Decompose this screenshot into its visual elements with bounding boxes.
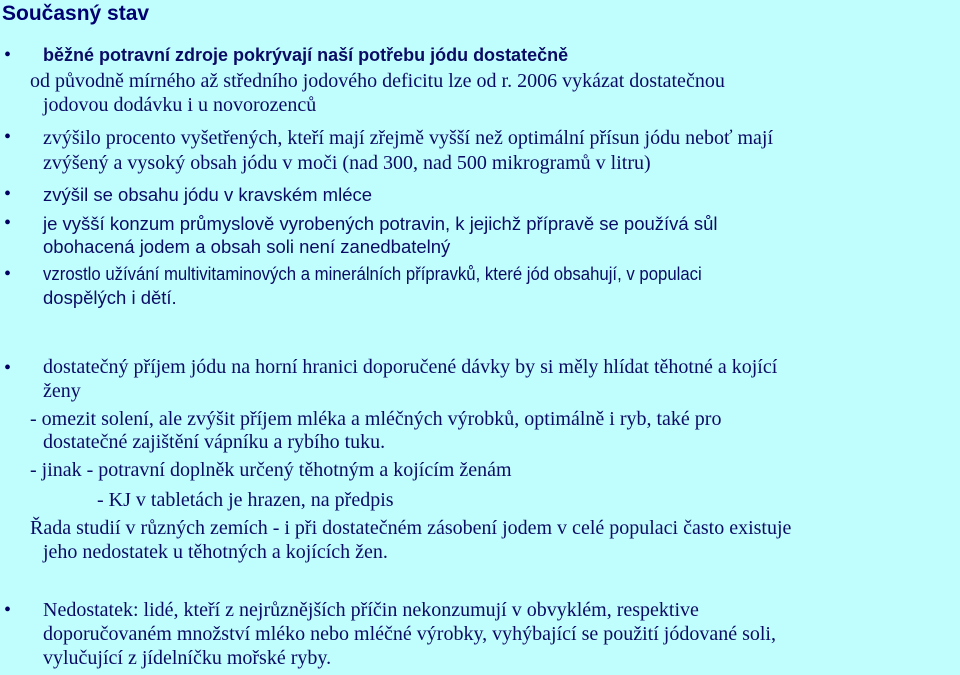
text-line: - jinak - potravní doplněk určený těhotným a kojícím ženám bbox=[30, 459, 512, 481]
bullet-marker: • bbox=[4, 212, 12, 234]
bullet-marker: • bbox=[4, 126, 12, 148]
text-line: - omezit solení, ale zvýšit příjem mléka a mléčných výrobků, optimálně i ryb, také pro bbox=[30, 408, 722, 430]
bullet-marker: • bbox=[4, 183, 12, 205]
text-line: Řada studií v různých zemích - i při dostatečném zásobení jodem v celé populaci často existuje bbox=[30, 517, 792, 539]
text-line: zvýšený a vysoký obsah jódu v moči (nad 300, nad 500 mikrogramů v litru) bbox=[43, 152, 651, 174]
text-line: od původně mírného až středního jodového deficitu lze od r. 2006 vykázat dostatečnou bbox=[30, 70, 725, 92]
text-line: jodovou dodávku i u novorozenců bbox=[43, 94, 317, 116]
text-line: ženy bbox=[43, 380, 81, 402]
text-line: doporučovaném množství mléko nebo mléčné výrobky, vyhýbající se použití jódované soli, bbox=[43, 623, 776, 645]
bullet-marker: • bbox=[4, 44, 12, 66]
text-line: jeho nedostatek u těhotných a kojících žen. bbox=[43, 541, 388, 563]
bullet-marker: • bbox=[4, 599, 12, 621]
text-line: běžné potravní zdroje pokrývají naší potřebu jódu dostatečně bbox=[43, 45, 569, 65]
text-line: je vyšší konzum průmyslově vyrobených potravin, k jejichž přípravě se používá sůl bbox=[43, 213, 718, 234]
bullet-marker: • bbox=[4, 263, 12, 285]
text-line: Nedostatek: lidé, kteří z nejrůznějších příčin nekonzumují v obvyklém, respektive bbox=[43, 599, 699, 621]
text-line: vylučující z jídelníčku mořské ryby. bbox=[43, 647, 332, 669]
text-line: - KJ v tabletách je hrazen, na předpis bbox=[97, 489, 394, 511]
text-line: zvýšilo procento vyšetřených, kteří mají zřejmě vyšší než optimální přísun jódu neboť mají bbox=[43, 127, 774, 149]
text-line: dostatečné zajištění vápníku a rybího tuku. bbox=[43, 431, 386, 453]
text-line: vzrostlo užívání multivitaminových a minerálních přípravků, které jód obsahují, v populaci bbox=[43, 264, 702, 284]
text-line: dospělých i dětí. bbox=[43, 287, 177, 308]
page-title: Současný stav bbox=[2, 2, 150, 25]
text-line: zvýšil se obsahu jódu v kravském mléce bbox=[43, 184, 373, 205]
text-line: obohacená jodem a obsah soli není zanedbatelný bbox=[43, 236, 451, 257]
text-line: dostatečný příjem jódu na horní hranici doporučené dávky by si měly hlídat těhotné a kojící bbox=[43, 356, 778, 378]
bullet-marker: • bbox=[4, 357, 12, 379]
